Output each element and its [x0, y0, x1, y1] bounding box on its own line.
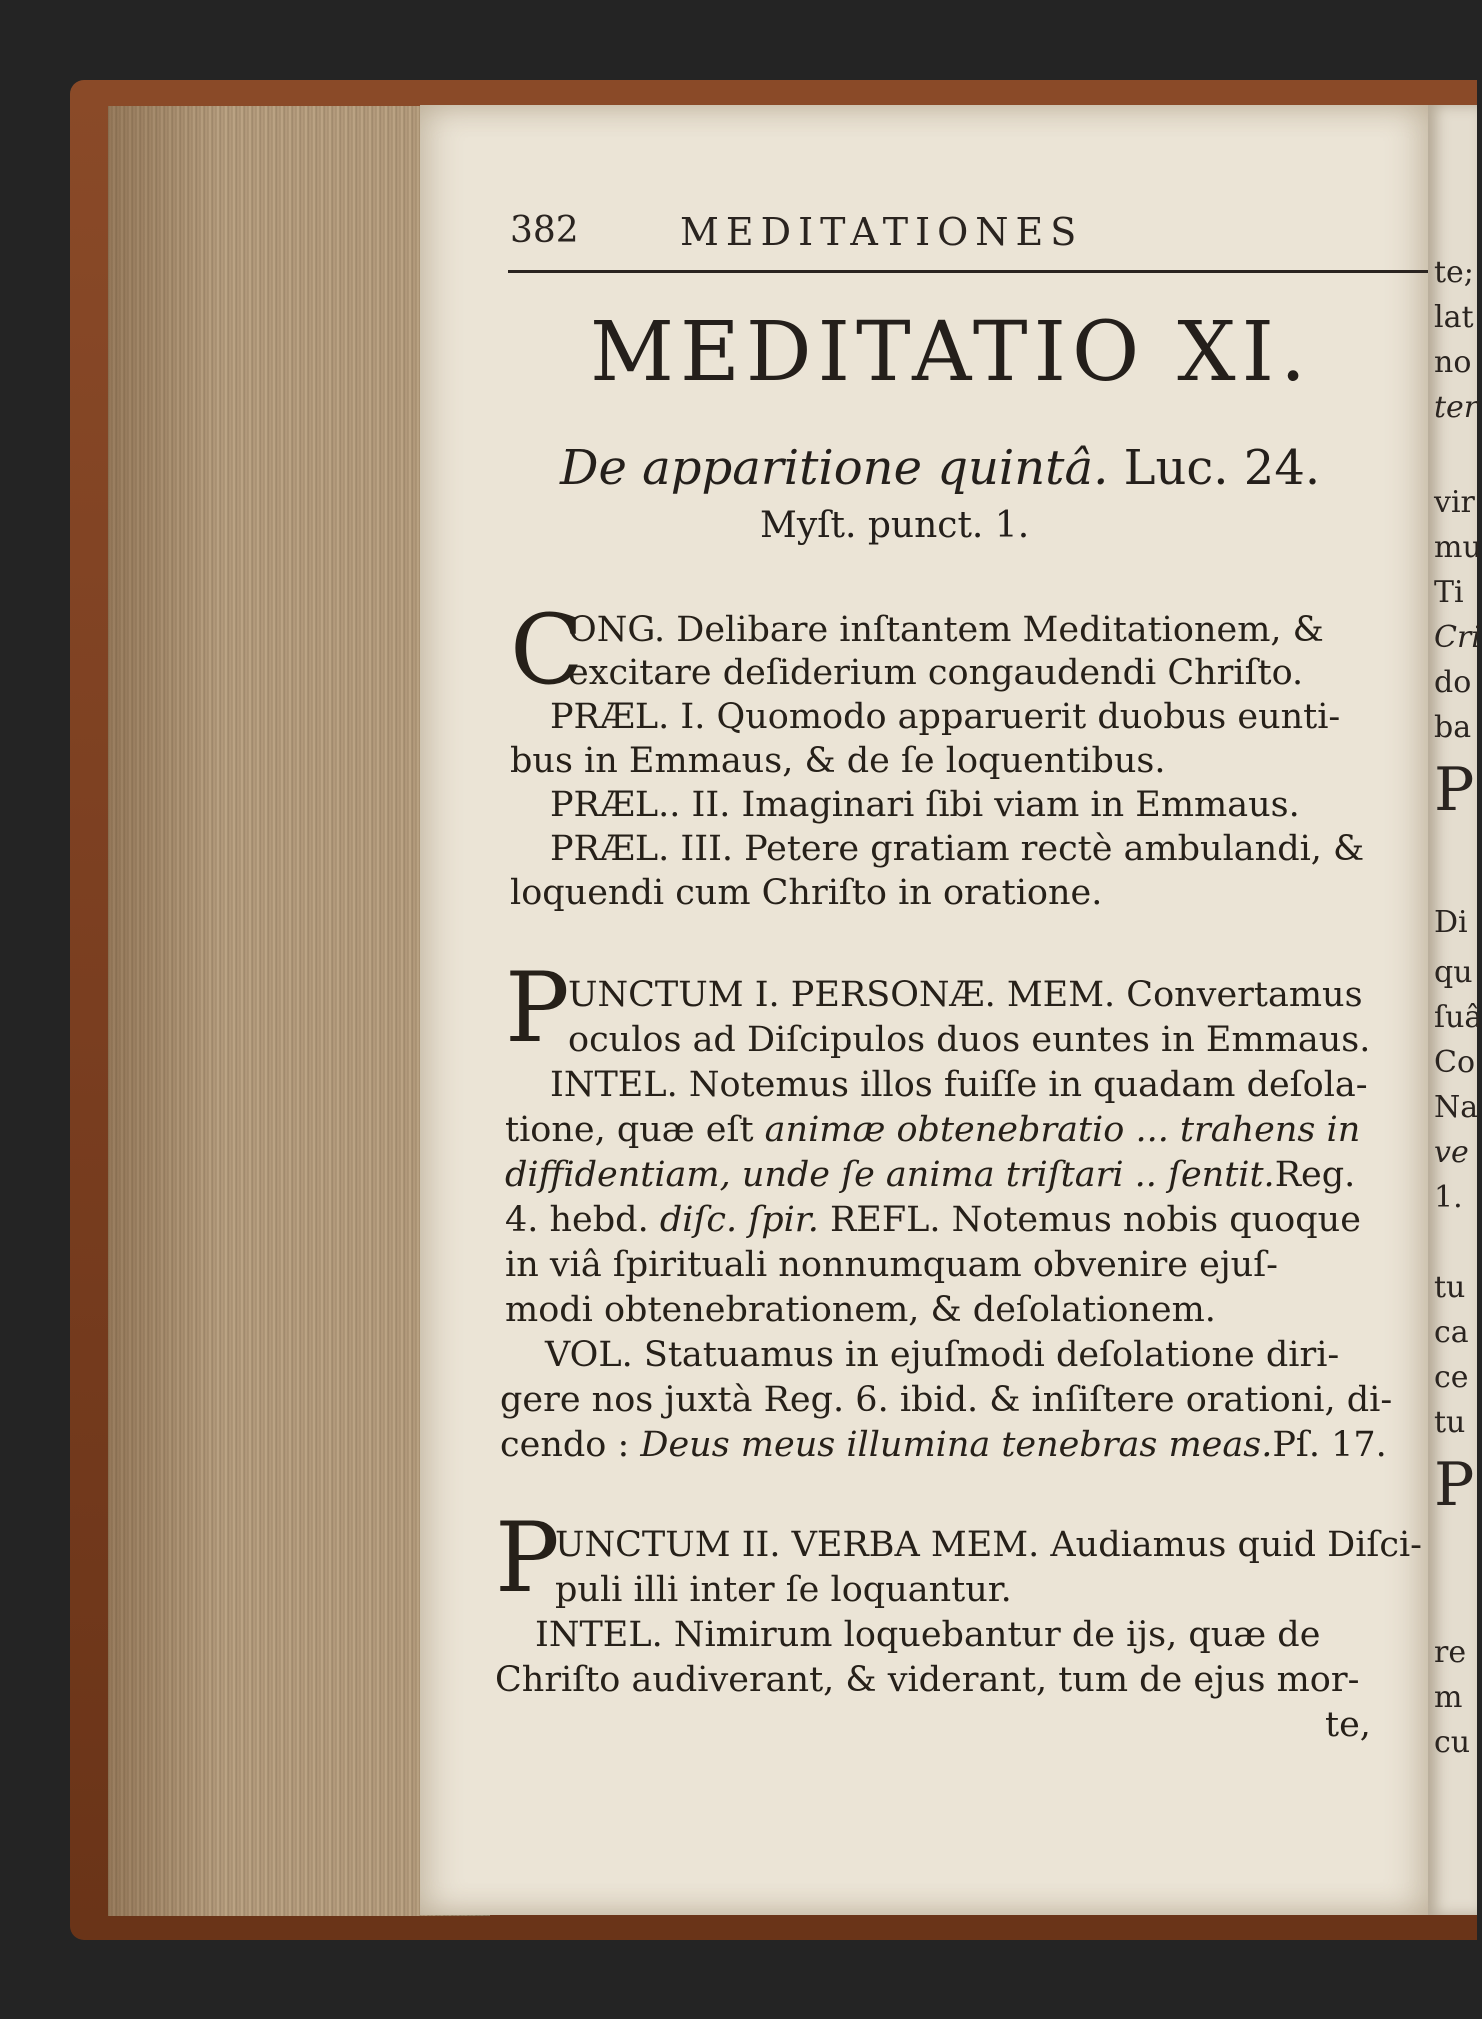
open-book	[70, 80, 1482, 1940]
punctum1-line3: INTEL. Notemus illos fuiſſe in quadam deſola-	[550, 1065, 1368, 1105]
prael3-line2: loquendi cum Chriſto in oratione.	[510, 873, 1103, 913]
punctum1-line6: 4. hebd. diſc. ſpir. REFL. Notemus nobis quoque	[505, 1200, 1361, 1240]
punctum1-line10: gere nos juxtà Reg. 6. ibid. & inſiſtere orationi, di-	[500, 1380, 1393, 1420]
punctum2-line4: Chriſto audiverant, & viderant, tum de ejus mor-	[495, 1660, 1360, 1700]
prael1-line1: PRÆL. I. Quomodo apparuerit duobus eunti-	[550, 697, 1341, 737]
meditation-subtitle	[560, 440, 1320, 496]
subtitle-italic: De apparitione quintâ.	[560, 440, 1109, 496]
punctum1-line2: oculos ad Diſcipulos duos euntes in Emmaus.	[568, 1020, 1371, 1060]
facing-page-strip: te; lat no ter vir mu Ti Cri do ba P Di qu ſuâ Co Na ve 1. tu ca ce tu P re m cu	[1428, 105, 1477, 1915]
prael1-line2: bus in Emmaus, & de ſe loquentibus.	[510, 741, 1166, 781]
punctum2-line2: puli illi inter ſe loquantur.	[555, 1570, 1012, 1610]
cong-line2: excitare deſiderium congaudendi Chriſto.	[568, 653, 1304, 693]
head-rule	[508, 270, 1428, 273]
cong-dropcap: C	[510, 594, 584, 706]
punctum1-line4: tione, quæ eſt animæ obtenebratio ... trahens in	[505, 1110, 1361, 1150]
catchword: te,	[1325, 1705, 1371, 1745]
running-head	[510, 210, 1390, 256]
punctum1-line8: modi obtenebrationem, & deſolationem.	[505, 1290, 1216, 1330]
punctum1-line5: diffidentiam, unde ſe anima triſtari .. ſentit.Reg.	[505, 1155, 1356, 1195]
punctum1-line11: cendo : Deus meus illumina tenebras meas.Pſ. 17.	[500, 1425, 1387, 1465]
running-title: MEDITATIONES	[680, 210, 1084, 254]
punctum1-line7: in viâ ſpirituali nonnumquam obvenire ejuſ-	[505, 1245, 1278, 1285]
page-number: 382	[510, 210, 579, 251]
meditation-subtitle-line2: Myſt. punct. 1.	[760, 505, 1030, 546]
punctum2-line3: INTEL. Nimirum loquebantur de ijs, quæ de	[535, 1615, 1321, 1655]
prael2-line: PRÆL.. II. Imaginari ſibi viam in Emmaus.	[550, 785, 1300, 825]
punctum2-line1: UNCTUM II. VERBA MEM. Audiamus quid Diſci-	[555, 1525, 1422, 1565]
left-page	[420, 105, 1430, 1915]
punctum1-line9: VOL. Statuamus in ejuſmodi deſolatione diri-	[545, 1335, 1340, 1375]
punctum2-dropcap: P	[495, 1502, 560, 1614]
cong-line1: ONG. Delibare inſtantem Meditationem, &	[568, 610, 1324, 650]
subtitle-reference: Luc. 24.	[1123, 440, 1321, 496]
punctum1-line1: UNCTUM I. PERSONÆ. MEM. Convertamus	[568, 975, 1363, 1015]
punctum1-dropcap: P	[505, 952, 570, 1064]
meditation-title: MEDITATIO XI.	[590, 305, 1313, 400]
prael3-line1: PRÆL. III. Petere gratiam rectè ambulandi, &	[550, 829, 1365, 869]
